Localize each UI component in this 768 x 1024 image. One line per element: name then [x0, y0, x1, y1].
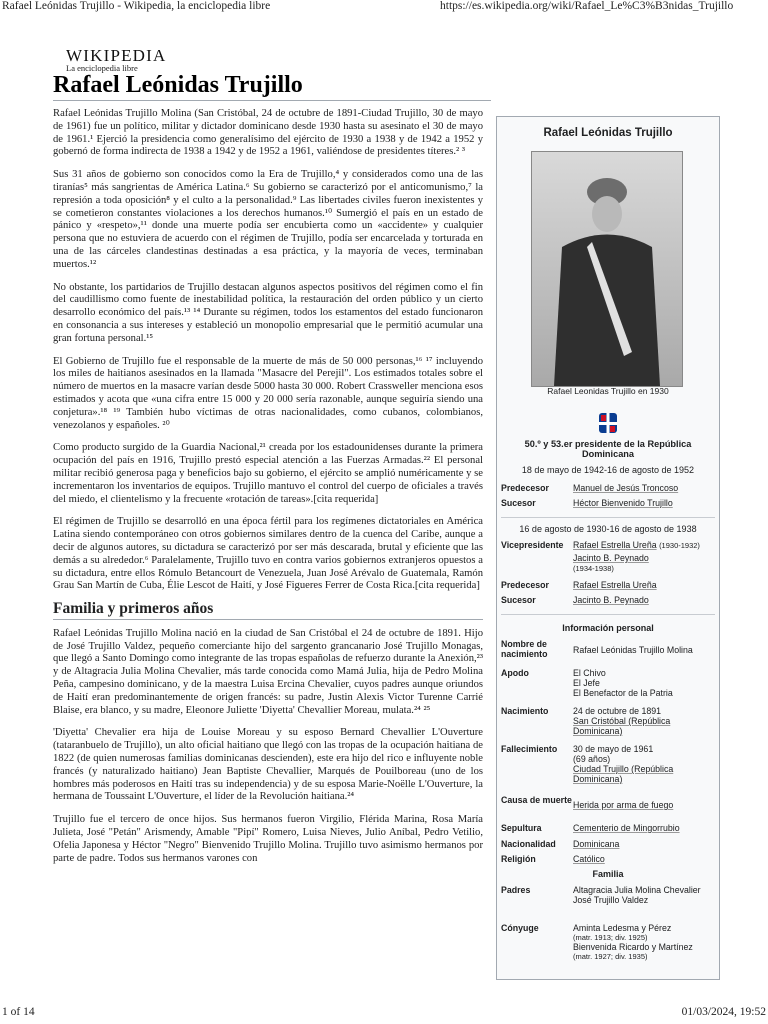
vicepresident-1-years: (1930-1932): [659, 541, 700, 550]
print-footer-page: 1 of 14: [2, 1006, 35, 1018]
paragraph-supporters: No obstante, los partidarios de Trujillo destacan algunos aspectos positivos del régimen como el fin del caudillismo como fuente de inestabilidad política, la restauración del orden público y un cierto desarrollo económico del país.¹³ ¹⁴ Durante su régimen, todos los estamentos del estado funcionaron en consonancia a sus intereses y estableció un monopolio empresarial que le permitió acumular una gran fortuna personal.¹⁵: [53, 281, 483, 344]
successor-label-2: Sucesor: [501, 595, 536, 605]
family-heading: Familia: [592, 869, 624, 879]
burial-link[interactable]: Cementerio de Mingorrubio: [573, 823, 680, 833]
birth-label: Nacimiento: [501, 706, 549, 716]
print-header-title: Rafael Leónidas Trujillo - Wikipedia, la enciclopedia libre: [2, 0, 271, 12]
death-label: Fallecimiento: [501, 744, 558, 754]
predecessor-label-2: Predecesor: [501, 580, 549, 590]
vicepresident-1-link[interactable]: Rafael Estrella Ureña: [573, 540, 657, 550]
religion-link[interactable]: Católico: [573, 854, 605, 864]
paragraph-deaths: El Gobierno de Trujillo fue el responsable de la muerte de más de 50 000 personas,¹⁶ ¹⁷ incluyendo los miles de haitianos asesinados en la llamada "Masacre del Perejil". Los estimados totales sobre el número de muertos en la masacre varían desde 5000 hasta 30 000. Robert Crassweller menciona esos estimados y acota que «una cifra entre 15 000 y 20 000 sería razonable, aunque seguiría siendo una conjetura».¹⁸ ¹⁹ También hubo víctimas de otras nacionalidades, como cubanos, colombianos, venezolanos y españoles. ²⁰: [53, 355, 483, 431]
spouse-2-note: (matr. 1927; div. 1935): [573, 952, 648, 961]
print-footer-datetime: 01/03/2024, 19:52: [681, 1006, 766, 1018]
infobox-title: Rafael Leónidas Trujillo: [543, 127, 673, 139]
portrait-image[interactable]: [531, 151, 683, 387]
predecessor-2-link[interactable]: Rafael Estrella Ureña: [573, 580, 657, 590]
paragraph-era: Sus 31 años de gobierno son conocidos como la Era de Trujillo,⁴ y considerados como una de las tiranías⁵ más sangrientas de América Latina.⁶ Su gobierno se caracterizó por el anticomunismo,⁷ la represión a toda oposición⁸ y el culto a la personalidad.⁹ Las libertades civiles fueron inexistentes y se cometieron constantes violaciones a los derechos humanos.¹⁰ Sumergió el país en un estado de pánico y «respeto»,¹¹ donde una muerte podía ser encubierta como un «accidente» y cualquier persona que no estuviera de acuerdo con el régimen de Trujillo, podía ser encarcelada y torturada en una de las cárceles clandestinas destinadas a esa práctica, y la mayoría de veces, terminaban muertos.¹²: [53, 169, 483, 270]
burial-label: Sepultura: [501, 823, 542, 833]
birth-place-link[interactable]: San Cristóbal (República Dominicana): [573, 716, 671, 736]
parents-label: Padres: [501, 885, 531, 895]
successor-label: Sucesor: [501, 498, 536, 508]
parent-1: Altagracia Julia Molina Chevalier: [573, 885, 701, 895]
personal-info-heading: Información personal: [562, 623, 654, 633]
birth-date: 24 de octubre de 1891: [573, 706, 662, 716]
term-2: 16 de agosto de 1930-16 de agosto de 1938: [519, 524, 697, 534]
infobox: [496, 116, 720, 980]
infobox-divider: [501, 517, 715, 518]
spouse-1-note: (matr. 1913; div. 1925): [573, 933, 648, 942]
paragraph-birth: Rafael Leónidas Trujillo Molina nació en la ciudad de San Cristóbal el 24 de octubre de 1891. Hijo de José Trujillo Valdez, pequeño comerciante hijo del sargento grancanario José Trujillo Monagas, que llegó a Santo Domingo como integrante de las tropas españolas de refuerzo durante la Anexión,²³ y de Altagracia Julia Molina Chevalier, más tarde conocida como Mamá Julia, hija de Pedro Molina Peña, campesino dominicano, y de la maestra Luisa Ercina Chevalier, cuyos padres aunque oriundos de Haití eran predominantemente de origen francés: su padre, Justin Alexis Victor Turenne Carrié Blaise, era blanco, y su madre, Eleonore Juliette 'Diyetta' Chevallier Moreau, mulata.²⁴ ²⁵: [53, 627, 483, 716]
nickname-3: El Benefactor de la Patria: [573, 688, 673, 698]
nationality-link[interactable]: Dominicana: [573, 839, 620, 849]
office-title[interactable]: 50.º y 53.er presidente de la República Dominicana: [524, 439, 692, 459]
nickname-2: El Jefe: [573, 678, 600, 688]
print-header-url[interactable]: https://es.wikipedia.org/wiki/Rafael_Le%C3%B3nidas_Trujillo: [440, 0, 734, 12]
vicepresident-label: Vicepresidente: [501, 540, 564, 550]
nickname-label: Apodo: [501, 668, 529, 678]
intro-paragraph: Rafael Leónidas Trujillo Molina (San Cristóbal, 24 de octubre de 1891-Ciudad Trujillo, 30 de mayo de 1961) fue un político, militar y dictador dominicano desde 1930 hasta su asesinato el 30 de mayo de 1961.¹ Ejerció la presidencia como generalísimo del ejército de 1930 a 1938 y de 1942 a 1952 y gobernó de forma indirecta de 1938 a 1942 y de 1952 a 1961, valiéndose de presidentes títeres.² ³: [53, 108, 483, 158]
coat-of-arms-icon: [497, 411, 719, 437]
cause-of-death-label: Causa de muerte: [501, 795, 572, 805]
spouse-2: Bienvenida Ricardo y Martínez: [573, 942, 693, 952]
portrait-caption: Rafael Leonidas Trujillo en 1930: [547, 386, 669, 396]
spouse-1: Aminta Ledesma y Pérez: [573, 923, 672, 933]
paragraph-military: Como producto surgido de la Guardia Nacional,²¹ creada por los estadounidenses durante la primera ocupación del país en 1916, Trujillo prestó especial atención a las Fuerzas Armadas.²² El personal militar recibió generosa paga y beneficios bajo su gobierno, el ejército se amplió numéricamente y se incrementaron los inventarios de equipos. Trujillo mantuvo el control del cuerpo de oficiales a través del miedo, el clientelismo y la frecuente «rotación de tareas».[cita requerida]: [53, 442, 483, 505]
death-place-link[interactable]: Ciudad Trujillo (República Dominicana): [573, 764, 674, 784]
successor-2-link[interactable]: Jacinto B. Peynado: [573, 595, 649, 605]
predecessor-1-link[interactable]: Manuel de Jesús Troncoso: [573, 483, 679, 493]
infobox-divider: [501, 614, 715, 615]
wikipedia-logo[interactable]: WIKIPEDIA: [66, 46, 167, 65]
nationality-label: Nacionalidad: [501, 839, 556, 849]
vicepresident-2-years: (1934-1938): [573, 564, 614, 573]
portrait-silhouette-icon: [532, 152, 682, 386]
paragraph-regime: El régimen de Trujillo se desarrolló en una época fértil para los regímenes dictatoriales en América Latina siendo contemporáneo con otros gobiernos similares dentro de la cuenca del Caribe, aunque a decir de algunos autores, su dictadura se caracterizó por ser más descarada, brutal y eficiente que las demás a su alrededor.⁶ Paralelamente, Trujillo tuvo en contra varios gobiernos extranjeros opuestos a su dictadura, entre ellos Rómulo Betancourt de Venezuela, Juan José Arévalo de Guatemala, Ramón Grau San Martín de Cuba, Élie Lescot de Haití, y José Figueres Ferrer de Costa Rica.[cita requerida]: [53, 516, 483, 592]
birthname-label: Nombre de nacimiento: [501, 639, 548, 659]
term-1: 18 de mayo de 1942-16 de agosto de 1952: [521, 465, 695, 475]
paragraph-ancestry: 'Diyetta' Chevalier era hija de Louise Moreau y su esposo Bernard Chevallier L'Ouverture (tataranbuelo de Trujillo), un alto oficial haitiano que llegó con las tropas de la ocupación haitiana de 1822 (de quien numerosas familias dominicanas descienden), este era hijo del rico e influyente noble francés (y naturalizado haitiano) Jean Baptiste Chevallier, Marqués de Pouilboreau (uno de los hombres más poderosos en Haití tras su independencia) y de su esposa Marie-Noëlle L'Ouverture, la hermana de Toussaint L'Ouverture, el líder de la Revolución haitiana.²⁴: [53, 727, 483, 803]
section-heading-family: Familia y primeros años: [53, 603, 483, 620]
successor-1-link[interactable]: Héctor Bienvenido Trujillo: [573, 498, 673, 508]
wikipedia-tagline: La enciclopedia libre: [66, 63, 138, 73]
religion-label: Religión: [501, 854, 536, 864]
spouse-label: Cónyuge: [501, 923, 539, 933]
predecessor-label: Predecesor: [501, 483, 549, 493]
death-age: (69 años): [573, 754, 611, 764]
page-title: Rafael Leónidas Trujillo: [53, 72, 303, 98]
birthname-value: Rafael Leónidas Trujillo Molina: [573, 645, 693, 655]
nickname-1: El Chivo: [573, 668, 606, 678]
parent-2: José Trujillo Valdez: [573, 895, 649, 905]
cause-of-death-link[interactable]: Herida por arma de fuego: [573, 800, 674, 810]
death-date: 30 de mayo de 1961: [573, 744, 654, 754]
paragraph-siblings: Trujillo fue el tercero de once hijos. Sus hermanos fueron Virgilio, Flérida Marina, Rosa María Julieta, José "Petán" Arismendy, Amable "Pipí" Romero, Luisa Nieves, Julio Aníbal, Pedro Vetilio, Ofelia Japonesa y Héctor "Negro" Bienvenido Trujillo Molina. Trujillo tuvo asimismo hermanos por parte de padre. Todos sus hermanos varones con: [53, 814, 483, 864]
vicepresident-2-link[interactable]: Jacinto B. Peynado: [573, 553, 649, 563]
article-body: [53, 108, 483, 875]
title-divider: [53, 100, 491, 101]
